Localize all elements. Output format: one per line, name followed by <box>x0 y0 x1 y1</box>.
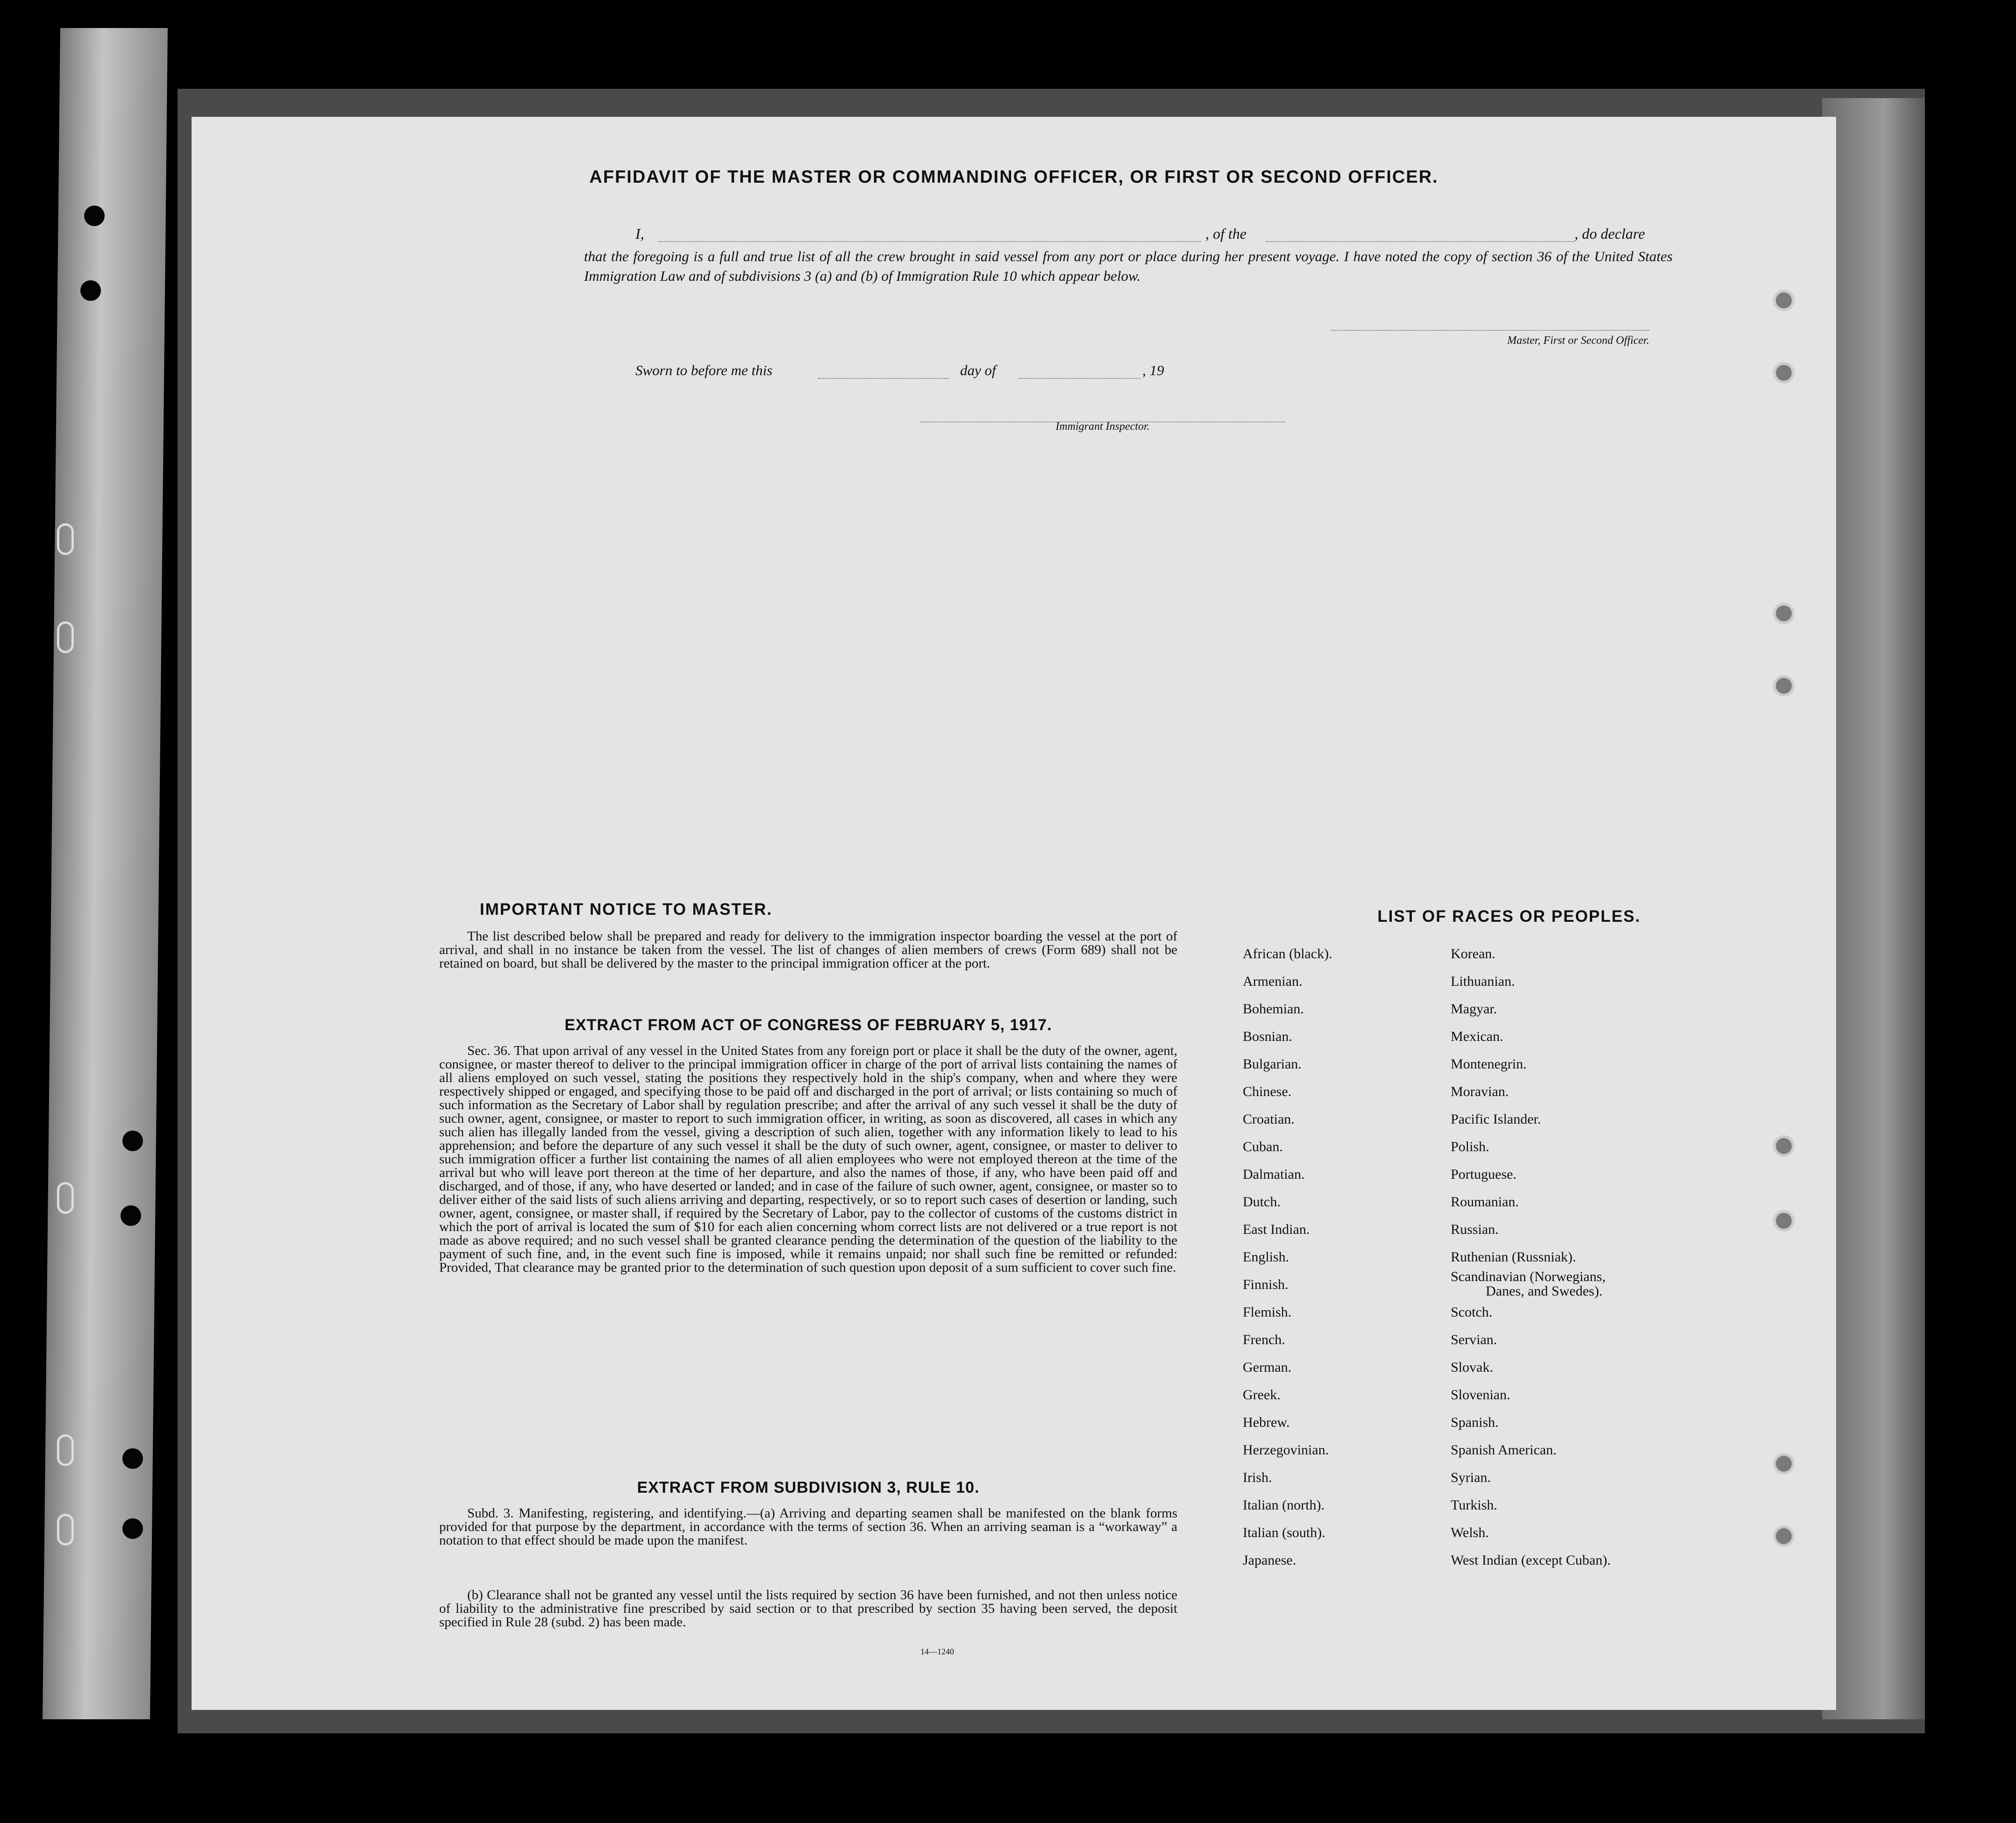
race-item: French. <box>1243 1332 1285 1347</box>
race-item: African (black). <box>1243 946 1332 961</box>
race-item: Scotch. <box>1451 1304 1493 1320</box>
master-label: Master, First or Second Officer. <box>1507 335 1649 347</box>
binder-hole <box>80 280 101 301</box>
race-item: German. <box>1243 1360 1292 1375</box>
vessel-blank-line <box>1266 225 1574 242</box>
race-item: Welsh. <box>1451 1525 1489 1540</box>
race-item: Armenian. <box>1243 974 1303 989</box>
race-item: Italian (south). <box>1243 1525 1325 1540</box>
race-item: Italian (north). <box>1243 1497 1325 1513</box>
name-blank-line <box>659 225 1201 242</box>
page-ring <box>1773 675 1795 697</box>
affidavit-body: that the foregoing is a full and true list of all the crew brought in said vessel from any port or place during her present voyage. I have noted the copy of section 36 of the United States Immigration Law and of subdivisions 3 (a) and (b) of Immigration Rule 10 which appear below. <box>584 248 1673 284</box>
race-item: Bulgarian. <box>1243 1056 1302 1072</box>
race-item: Japanese. <box>1243 1552 1297 1568</box>
binder-hole-outline <box>57 1182 74 1214</box>
sworn-month-blank <box>1019 362 1140 379</box>
binder-hole <box>84 206 105 226</box>
race-item: Hebrew. <box>1243 1415 1290 1430</box>
affidavit-of-the: , of the <box>1205 225 1247 242</box>
race-item: Montenegrin. <box>1451 1056 1527 1072</box>
race-item: East Indian. <box>1243 1222 1310 1237</box>
binder-hole <box>121 1205 141 1226</box>
race-item: Dalmatian. <box>1243 1167 1305 1182</box>
page-ring <box>1773 1135 1795 1157</box>
page-ring <box>1773 362 1795 384</box>
race-item: Greek. <box>1243 1387 1281 1403</box>
binder-hole-outline <box>57 1514 74 1545</box>
page-ring <box>1773 1525 1795 1547</box>
act-body: Sec. 36. That upon arrival of any vessel in the United States from any foreign port or place it shall be the duty of the owner, agent, consignee, or master thereof to deliver to the principal immigration officer in charge of the port of arrival lists containing the names of all aliens employed on such vessel, stating the positions they respectively hold in the ship's company, when and where they were respectively shipped or engaged, and specifying those to be paid off and discharged in the port of arrival; or lists containing so much of such information as the Secretary of Labor shall by regulation prescribe; and after the arrival of any such vessel it shall be the duty of such owner, agent, consignee, or master to report to such immigration officer, in writing, as soon as discovered, all cases in which any such alien has illegally landed from the vessel, giving a description of such alien, together with any information likely to lead to his apprehension; and before the departure of any such vessel it shall be the duty of such owner, agent, consignee, or master to deliver to such immigration officer a further list containing the names of all alien employees who were not employed thereon at the time of the arrival but who will leave port thereon at the time of her departure, and also the names of those, if any, who have been paid off and discharged, and of those, if any, who have deserted or landed; and in case of the failure of such owner, agent, consignee, or master so to deliver either of the said lists of such aliens arriving and departing, respectively, or so to report such cases of desertion or landing, such owner, agent, consignee, or master shall, if required by the Secretary of Labor, pay to the collector of customs of the customs district in which the port of arrival is located the sum of $10 for each alien concerning whom correct lists are not delivered or a true report is not made as above required; and no such vessel shall be granted clearance pending the determination of the question of the liability to the payment of such fine, and, in the event such fine is imposed, while it remains unpaid; nor shall such fine be remitted or refunded: Provided, That clearance may be granted prior to the determination of such question upon deposit of a sum sufficient to cover such fine. <box>439 1043 1177 1275</box>
race-item-continuation: Danes, and Swedes). <box>1486 1283 1603 1299</box>
notice-title: IMPORTANT NOTICE TO MASTER. <box>479 900 773 919</box>
page-edge-stack <box>1822 98 1925 1719</box>
race-item: Magyar. <box>1451 1001 1497 1017</box>
race-item: Syrian. <box>1451 1470 1491 1485</box>
inspector-label: Immigrant Inspector. <box>1055 420 1150 433</box>
binder-hole-outline <box>57 523 74 555</box>
page-ring <box>1773 290 1795 311</box>
page-ring <box>1773 1453 1795 1474</box>
race-item: Mexican. <box>1451 1029 1503 1044</box>
race-item: Roumanian. <box>1451 1194 1519 1210</box>
page-ring <box>1773 603 1795 624</box>
race-item: Dutch. <box>1243 1194 1281 1210</box>
race-item: Russian. <box>1451 1222 1499 1237</box>
race-item: Bohemian. <box>1243 1001 1304 1017</box>
race-item: Bosnian. <box>1243 1029 1292 1044</box>
binder-hole <box>122 1448 143 1469</box>
binder-hole-outline <box>57 1434 74 1466</box>
race-item: Slovenian. <box>1451 1387 1510 1403</box>
rule-para-b: (b) Clearance shall not be granted any vessel until the lists required by section 36 have been furnished, and not then unless notice of liability to the administrative fine prescribed by said section or to that prescribed by section 35 having been served, the deposit specified in Rule 28 (subd. 2) has been made. <box>439 1588 1177 1630</box>
binder-hole <box>122 1518 143 1539</box>
document-page <box>192 117 1836 1710</box>
race-item: English. <box>1243 1249 1289 1265</box>
rule-title: EXTRACT FROM SUBDIVISION 3, RULE 10. <box>637 1479 980 1496</box>
race-item: Flemish. <box>1243 1304 1292 1320</box>
affidavit-title: AFFIDAVIT OF THE MASTER OR COMMANDING OFFICER, OR FIRST OR SECOND OFFICER. <box>589 167 1439 187</box>
race-item: Spanish American. <box>1451 1442 1557 1458</box>
race-item: Irish. <box>1243 1470 1272 1485</box>
race-item: Slovak. <box>1451 1360 1493 1375</box>
race-item: Moravian. <box>1451 1084 1509 1099</box>
act-title: EXTRACT FROM ACT OF CONGRESS OF FEBRUARY 5, 1917. <box>564 1016 1052 1034</box>
form-number: 14—1240 <box>920 1647 954 1656</box>
race-item: Pacific Islander. <box>1451 1111 1541 1127</box>
master-signature-line <box>1332 320 1649 331</box>
year-text: , 19 <box>1142 362 1164 378</box>
binder-edge <box>43 28 168 1719</box>
binder-hole <box>122 1131 143 1151</box>
rule-para-a: Subd. 3. Manifesting, registering, and identifying.—(a) Arriving and departing seamen shall be manifested on the blank forms provided for that purpose by the department, in accordance with the terms of section 36. When an arriving seaman is a “workaway” a notation to that effect should be made upon the manifest. <box>439 1506 1177 1548</box>
race-item: Croatian. <box>1243 1111 1295 1127</box>
page-ring <box>1773 1210 1795 1232</box>
race-item: Korean. <box>1451 946 1496 961</box>
races-title: LIST OF RACES OR PEOPLES. <box>1377 907 1641 926</box>
notice-body: The list described below shall be prepared and ready for delivery to the immigration inspector boarding the vessel at the port of arrival, and shall in no instance be taken from the vessel. The list of changes of alien members of crews (Form 689) shall not be retained on board, but shall be delivered by the master to the principal immigration officer at the port. <box>439 929 1177 971</box>
race-item: Lithuanian. <box>1451 974 1515 989</box>
affidavit-i: I, <box>635 225 644 242</box>
race-item: Ruthenian (Russniak). <box>1451 1249 1576 1265</box>
race-item: Turkish. <box>1451 1497 1497 1513</box>
day-of-text: day of <box>960 362 996 378</box>
affidavit-do-declare: , do declare <box>1574 225 1645 242</box>
race-item: Servian. <box>1451 1332 1497 1347</box>
binder-hole-outline <box>57 621 74 653</box>
sworn-text: Sworn to before me this <box>635 362 773 378</box>
race-item: Portuguese. <box>1451 1167 1517 1182</box>
race-item: Scandinavian (Norwegians, <box>1451 1269 1606 1284</box>
sworn-day-blank <box>818 362 948 379</box>
race-item: Herzegovinian. <box>1243 1442 1329 1458</box>
race-item: Finnish. <box>1243 1277 1289 1292</box>
race-item: Cuban. <box>1243 1139 1283 1154</box>
race-item: Spanish. <box>1451 1415 1499 1430</box>
race-item: Chinese. <box>1243 1084 1292 1099</box>
race-item: Polish. <box>1451 1139 1489 1154</box>
race-item: West Indian (except Cuban). <box>1451 1552 1611 1568</box>
